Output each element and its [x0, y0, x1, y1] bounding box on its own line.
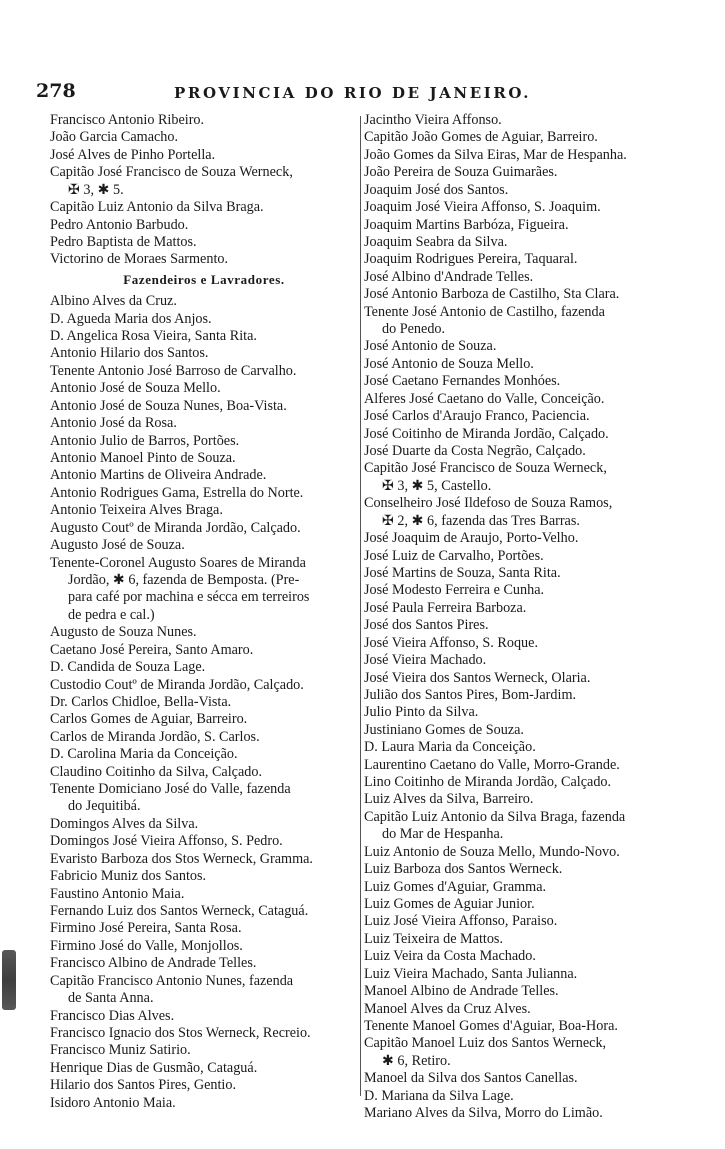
- list-item: Capitão Luiz Antonio da Silva Braga, fazenda: [364, 808, 626, 825]
- list-item: Joaquim Martins Barbóza, Figueira.: [364, 216, 569, 233]
- list-item: José Vieira dos Santos Werneck, Olaria.: [364, 669, 591, 686]
- list-item: Luiz Barboza dos Santos Werneck.: [364, 861, 563, 878]
- list-item: Domingos Alves da Silva.: [50, 815, 199, 832]
- list-item: Dr. Carlos Chidloe, Bella-Vista.: [50, 693, 232, 710]
- list-item: José Vieira Affonso, S. Roque.: [364, 634, 538, 651]
- list-item-continuation: ✱ 6, Retiro.: [382, 1052, 451, 1069]
- list-item: Augusto de Souza Nunes.: [50, 624, 197, 641]
- list-item: Julio Pinto da Silva.: [364, 704, 479, 721]
- list-item: Tenente Manoel Gomes d'Aguiar, Boa-Hora.: [364, 1017, 618, 1034]
- list-item: Manoel da Silva dos Santos Canellas.: [364, 1070, 578, 1087]
- list-item: Tenente-Coronel Augusto Soares de Miranda: [50, 554, 306, 571]
- list-item: Antonio Julio de Barros, Portões.: [50, 432, 240, 449]
- list-item: Joaquim José dos Santos.: [364, 181, 509, 198]
- list-item: José Alves de Pinho Portella.: [50, 146, 216, 163]
- list-item: Domingos José Vieira Affonso, S. Pedro.: [50, 833, 283, 850]
- list-item: José Carlos d'Araujo Franco, Paciencia.: [364, 408, 590, 425]
- list-item: Fabricio Muniz dos Santos.: [50, 868, 207, 885]
- list-item: D. Mariana da Silva Lage.: [364, 1087, 514, 1104]
- list-item: Conselheiro José Ildefoso de Souza Ramos,: [364, 495, 613, 512]
- list-item: Capitão José Francisco de Souza Werneck,: [50, 164, 293, 181]
- right-column: [364, 112, 699, 1122]
- list-item: Pedro Baptista de Mattos.: [50, 233, 197, 250]
- list-item: Capitão João Gomes de Aguiar, Barreiro.: [364, 129, 598, 146]
- list-item: Luiz Gomes de Aguiar Junior.: [364, 895, 535, 912]
- list-item: Luiz Veira da Costa Machado.: [364, 948, 536, 965]
- list-item: Antonio Martins de Oliveira Andrade.: [50, 467, 267, 484]
- list-item: José Albino d'Andrade Telles.: [364, 268, 534, 285]
- list-item: Francisco Albino de Andrade Telles.: [50, 955, 257, 972]
- list-item: José Modesto Ferreira e Cunha.: [364, 582, 545, 599]
- list-item: Caetano José Pereira, Santo Amaro.: [50, 641, 254, 658]
- list-item: Laurentino Caetano do Valle, Morro-Grande.: [364, 756, 620, 773]
- list-item: D. Angelica Rosa Vieira, Santa Rita.: [50, 328, 257, 345]
- list-item: João Pereira de Souza Guimarães.: [364, 164, 558, 181]
- list-item: Capitão Luiz Antonio da Silva Braga.: [50, 199, 264, 216]
- list-item: D. Carolina Maria da Conceição.: [50, 746, 238, 763]
- list-item: José Antonio Barboza de Castilho, Sta Clara.: [364, 286, 620, 303]
- list-item: D. Laura Maria da Conceição.: [364, 739, 536, 756]
- list-item: Victorino de Moraes Sarmento.: [50, 251, 229, 268]
- list-item: José Caetano Fernandes Monhóes.: [364, 373, 561, 390]
- list-item: José Vieira Machado.: [364, 652, 487, 669]
- list-item-continuation: ✠ 3, ✱ 5.: [68, 181, 124, 198]
- page-number: 278: [36, 80, 76, 102]
- list-item-continuation: ✠ 3, ✱ 5, Castello.: [382, 477, 492, 494]
- list-item: Jacintho Vieira Affonso.: [364, 112, 502, 128]
- list-item: José Antonio de Souza Mello.: [364, 355, 534, 372]
- section-heading: Fazendeiros e Lavradores.: [123, 271, 285, 287]
- list-item: Antonio Teixeira Alves Braga.: [50, 502, 223, 519]
- list-item: José Martins de Souza, Santa Rita.: [364, 564, 561, 581]
- list-item-continuation: para café por machina e sécca em terreiros: [68, 589, 310, 606]
- list-item: Luiz Antonio de Souza Mello, Mundo-Novo.: [364, 843, 620, 860]
- list-item: Joaquim Seabra da Silva.: [364, 233, 508, 250]
- list-item: Claudino Coitinho da Silva, Calçado.: [50, 763, 263, 780]
- list-item: Lino Coitinho de Miranda Jordão, Calçado.: [364, 774, 612, 791]
- list-item: Hilario dos Santos Pires, Gentio.: [50, 1077, 237, 1094]
- list-item: Joaquim Rodrigues Pereira, Taquaral.: [364, 251, 578, 268]
- list-item: Antonio Manoel Pinto de Souza.: [50, 450, 236, 467]
- list-item: João Gomes da Silva Eiras, Mar de Hespanha.: [364, 146, 627, 163]
- list-item: Tenente Domiciano José do Valle, fazenda: [50, 781, 291, 798]
- list-item: Luiz José Vieira Affonso, Paraiso.: [364, 913, 558, 930]
- list-item: José Antonio de Souza.: [364, 338, 497, 355]
- list-item: Francisco Muniz Satirio.: [50, 1042, 191, 1059]
- list-item-continuation: ✠ 2, ✱ 6, fazenda das Tres Barras.: [382, 512, 580, 529]
- running-title: PROVINCIA DO RIO DE JANEIRO.: [174, 84, 532, 102]
- list-item: Fernando Luiz dos Santos Werneck, Cataguá.: [50, 902, 309, 919]
- list-item: Tenente José Antonio de Castilho, fazenda: [364, 303, 605, 320]
- list-item: Antonio José de Souza Mello.: [50, 380, 221, 397]
- list-item: Firmino José Pereira, Santa Rosa.: [50, 920, 242, 937]
- list-item: Carlos Gomes de Aguiar, Barreiro.: [50, 711, 248, 728]
- list-item: Antonio Rodrigues Gama, Estrella do Norte.: [50, 484, 304, 501]
- list-item: Francisco Antonio Ribeiro.: [50, 112, 205, 128]
- list-item-continuation: de pedra e cal.): [68, 606, 155, 623]
- list-item: Faustino Antonio Maia.: [50, 885, 185, 902]
- list-item: Joaquim José Vieira Affonso, S. Joaquim.: [364, 199, 601, 216]
- list-item-continuation: do Mar de Hespanha.: [382, 826, 504, 843]
- list-item-continuation: do Jequitibá.: [68, 798, 141, 815]
- list-item: José Coitinho de Miranda Jordão, Calçado.: [364, 425, 609, 442]
- column-divider: [360, 116, 361, 1096]
- list-item: Julião dos Santos Pires, Bom-Jardim.: [364, 686, 577, 703]
- list-item: Custodio Coutº de Miranda Jordão, Calçado.: [50, 676, 304, 693]
- list-item: Luiz Alves da Silva, Barreiro.: [364, 791, 534, 808]
- list-item: Carlos de Miranda Jordão, S. Carlos.: [50, 728, 260, 745]
- list-item: Augusto Coutº de Miranda Jordão, Calçado.: [50, 519, 301, 536]
- list-item: José Joaquim de Araujo, Porto-Velho.: [364, 530, 579, 547]
- list-item: Evaristo Barboza dos Stos Werneck, Gramma.: [50, 850, 313, 867]
- list-item: Justiniano Gomes de Souza.: [364, 721, 524, 738]
- list-item: Antonio Hilario dos Santos.: [50, 345, 209, 362]
- list-item: Capitão José Francisco de Souza Werneck,: [364, 460, 607, 477]
- list-item: João Garcia Camacho.: [50, 129, 179, 146]
- list-item: Mariano Alves da Silva, Morro do Limão.: [364, 1105, 603, 1122]
- list-item: Luiz Teixeira de Mattos.: [364, 930, 503, 947]
- list-item: Luiz Vieira Machado, Santa Julianna.: [364, 965, 578, 982]
- list-item-continuation: Jordão, ✱ 6, fazenda de Bemposta. (Pre-: [68, 571, 300, 588]
- list-item: José Duarte da Costa Negrão, Calçado.: [364, 443, 586, 460]
- list-item: Henrique Dias de Gusmão, Cataguá.: [50, 1059, 258, 1076]
- list-item: D. Candida de Souza Lage.: [50, 659, 206, 676]
- list-item: Manoel Albino de Andrade Telles.: [364, 983, 559, 1000]
- list-item: Francisco Ignacio dos Stos Werneck, Recreio.: [50, 1024, 311, 1041]
- list-item: Tenente Antonio José Barroso de Carvalho.: [50, 362, 297, 379]
- list-item: Manoel Alves da Cruz Alves.: [364, 1000, 531, 1017]
- list-item-continuation: do Penedo.: [382, 321, 446, 338]
- list-item-continuation: de Santa Anna.: [68, 990, 154, 1007]
- list-item: Pedro Antonio Barbudo.: [50, 216, 189, 233]
- list-item: Albino Alves da Cruz.: [50, 293, 177, 310]
- list-item: Antonio José de Souza Nunes, Boa-Vista.: [50, 397, 287, 414]
- list-item: José dos Santos Pires.: [364, 617, 489, 634]
- list-item: Antonio José da Rosa.: [50, 415, 177, 432]
- list-item: Francisco Dias Alves.: [50, 1007, 175, 1024]
- page-header: [36, 80, 556, 104]
- list-item: Capitão Manoel Luiz dos Santos Werneck,: [364, 1035, 607, 1052]
- list-item: Luiz Gomes d'Aguiar, Gramma.: [364, 878, 547, 895]
- margin-thumb-mark: [2, 950, 16, 1010]
- list-item: Augusto José de Souza.: [50, 537, 185, 554]
- list-item: José Paula Ferreira Barboza.: [364, 599, 527, 616]
- list-item: Alferes José Caetano do Valle, Conceição.: [364, 390, 605, 407]
- list-item: D. Agueda Maria dos Anjos.: [50, 310, 212, 327]
- left-column: [50, 112, 358, 1112]
- list-item: José Luiz de Carvalho, Portões.: [364, 547, 544, 564]
- list-item: Isidoro Antonio Maia.: [50, 1094, 176, 1111]
- list-item: Capitão Francisco Antonio Nunes, fazenda: [50, 972, 294, 989]
- list-item: Firmino José do Valle, Monjollos.: [50, 937, 243, 954]
